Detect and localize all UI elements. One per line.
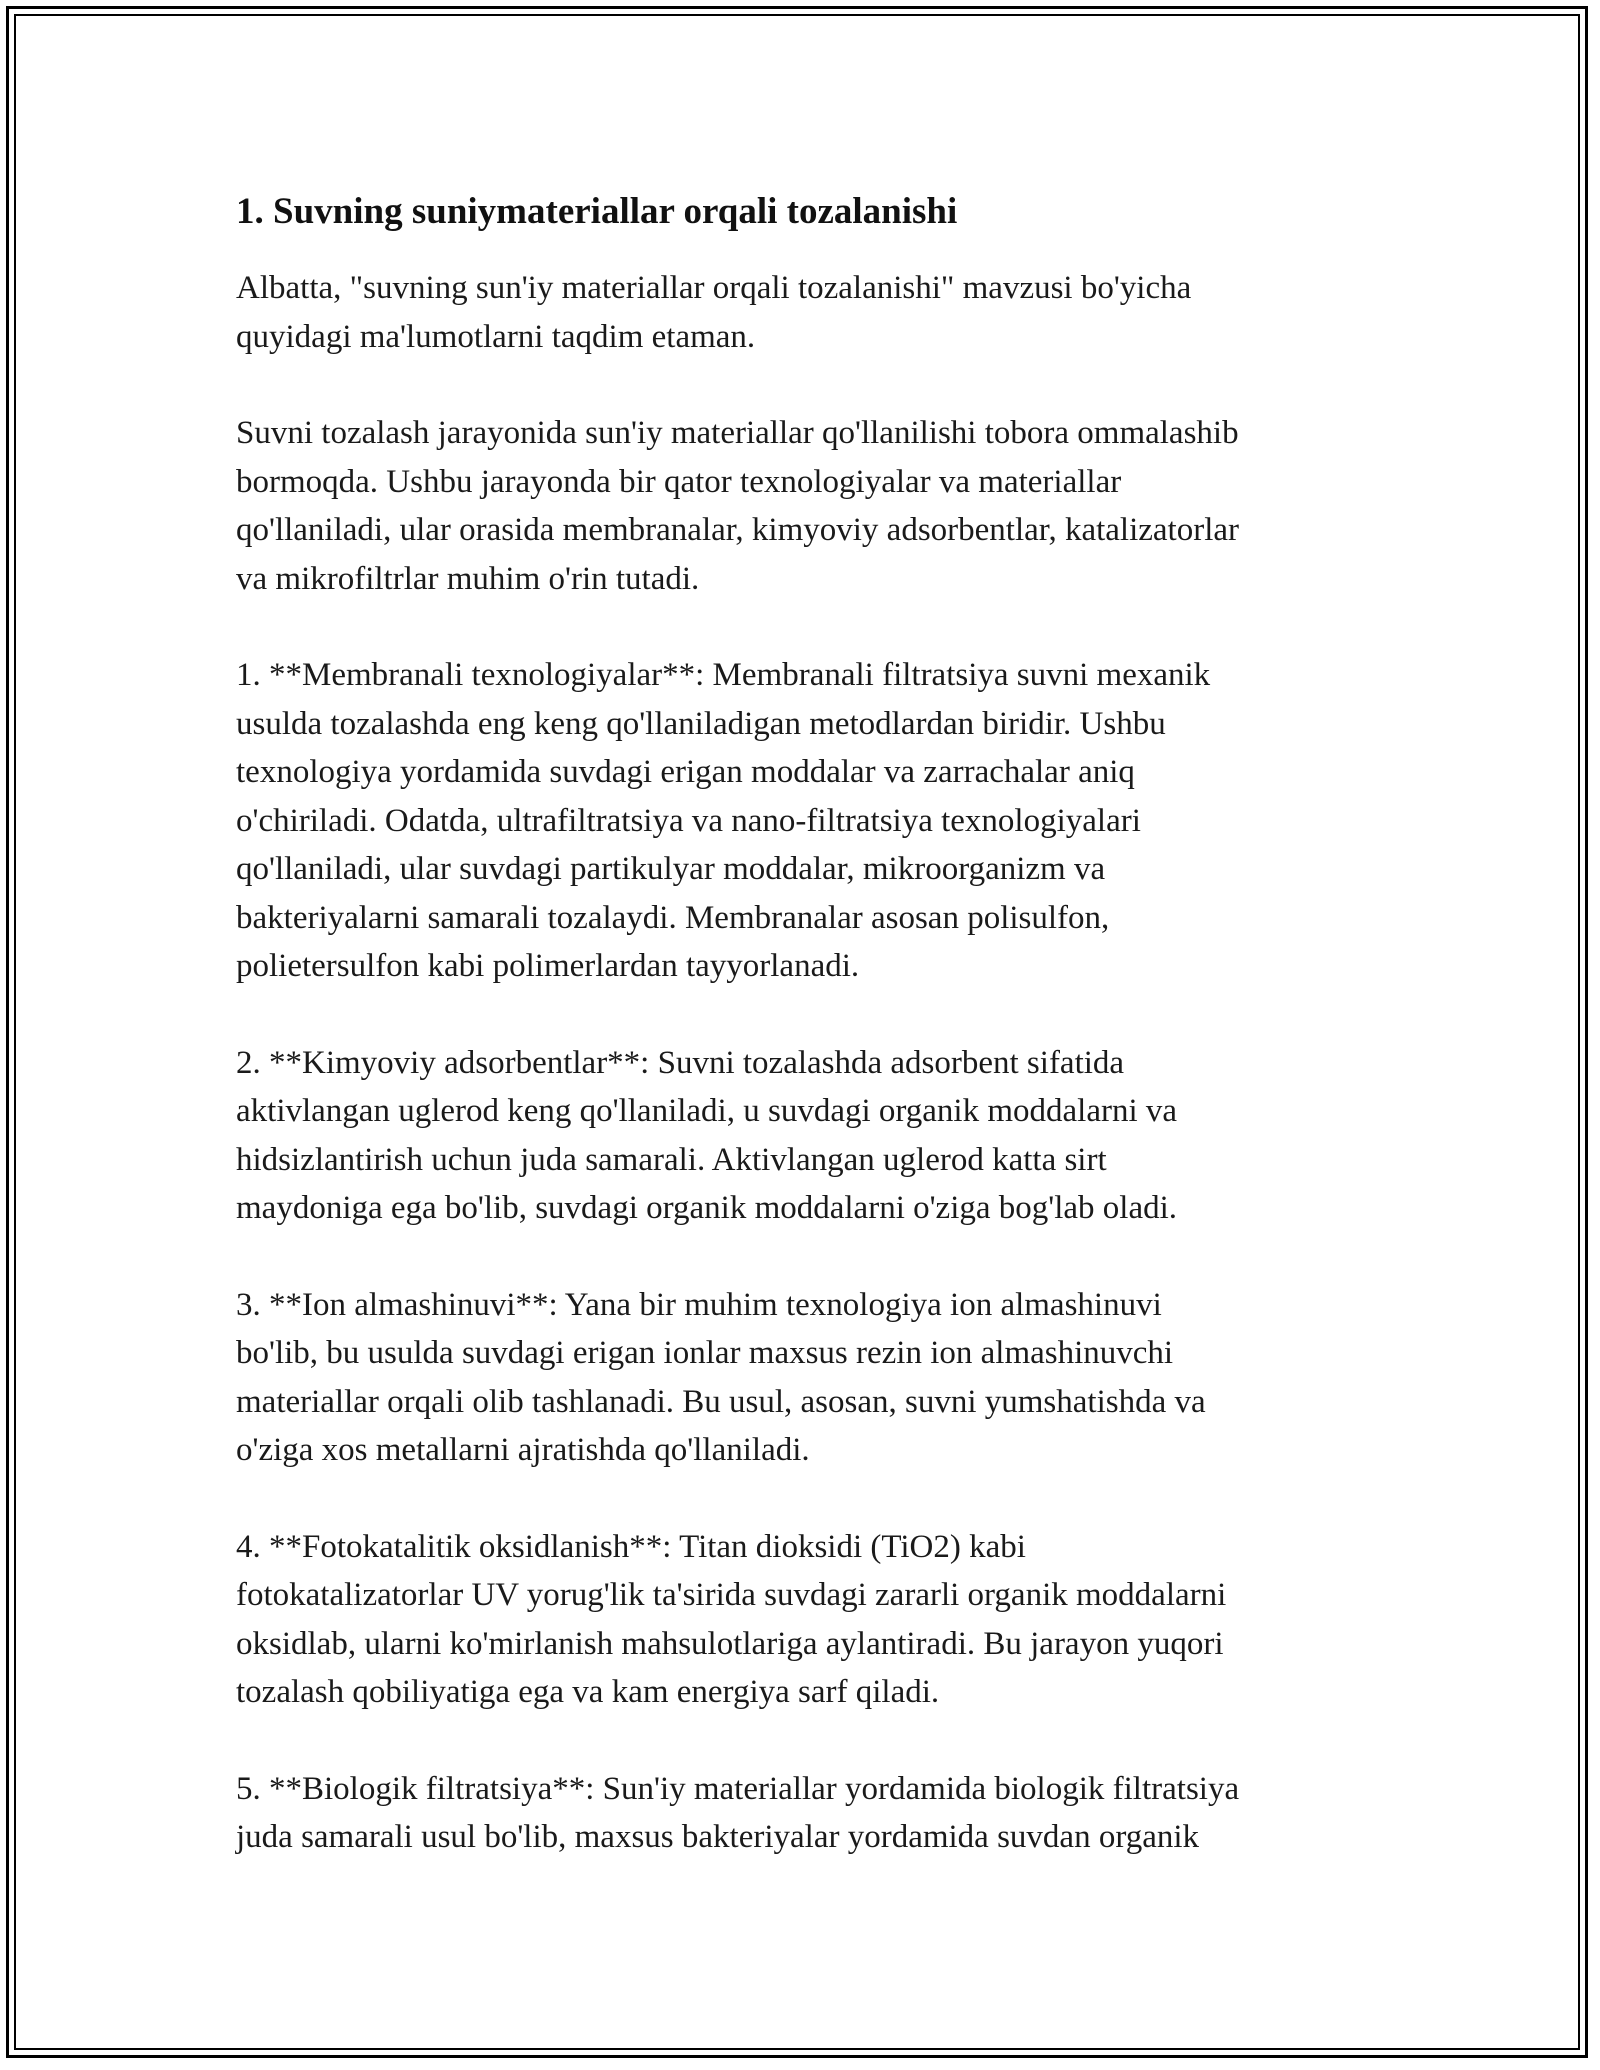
document-page — [236, 190, 1356, 1910]
chemical-adsorbents-paragraph: 2. **Kimyoviy adsorbentlar**: Suvni tozalashda adsorbent sifatida aktivlangan uglerod keng qo'llaniladi, u suvdagi organik moddalarni va hidsizlantirish uchun juda samarali. Aktivlangan uglerod katta sirt maydoniga ega bo'lib, suvdagi organik moddalarni o'ziga bog'lab oladi. — [236, 1044, 1178, 1227]
membrane-technologies-paragraph: 1. **Membranali texnologiyalar**: Membranali filtratsiya suvni mexanik usulda tozalashda eng keng qo'llaniladigan metodlardan biridir. Ushbu texnologiya yordamida suvdagi erigan moddalar va zarrachalar aniq o'chiriladi. Odatda, ultrafiltratsiya va nano-filtratsiya texnologiyalari qo'llaniladi, ular suvdagi partikulyar moddalar, mikroorganizm va bakteriyalarni samarali tozalaydi. Membranalar asosan polisulfon, polietersulfon kabi polimerlardan tayyorlanadi. — [236, 657, 1211, 985]
overview-paragraph: Suvni tozalash jarayonida sun'iy materiallar qo'llanilishi tobora ommalashib bormoqda. Ushbu jarayonda bir qator texnologiyalar va materiallar qo'llaniladi, ular orasida membranalar, kimyoviy adsorbentlar, katalizatorlar va mikrofiltrlar muhim o'rin tutadi. — [236, 415, 1240, 597]
ion-exchange-paragraph: 3. **Ion almashinuvi**: Yana bir muhim texnologiya ion almashinuvi bo'lib, bu usulda suvdagi erigan ionlar maxsus rezin ion almashinuvchi materiallar orqali olib tashlanadi. Bu usul, asosan, suvni yumshatishda va o'ziga xos metallarni ajratishda qo'llaniladi. — [236, 1286, 1206, 1469]
document-title: 1. Suvning suniymateriallar orqali tozalanishi — [236, 191, 958, 232]
photocatalytic-oxidation-paragraph: 4. **Fotokatalitik oksidlanish**: Titan dioksidi (TiO2) kabi fotokatalizatorlar UV yorug'lik ta'sirida suvdagi zararli organik moddalarni oksidlab, ularni ko'mirlanish mahsulotlariga aylantiradi. Bu jarayon yuqori tozalash qobiliyatiga ega va kam energiya sarf qiladi. — [236, 1528, 1227, 1711]
biological-filtration-paragraph: 5. **Biologik filtratsiya**: Sun'iy materiallar yordamida biologik filtratsiya juda samarali usul bo'lib, maxsus bakteriyalar yordamida suvdan organik — [236, 1770, 1240, 1856]
intro-paragraph: Albatta, "suvning sun'iy materiallar orqali tozalanishi" mavzusi bo'yicha quyidagi ma'lumotlarni taqdim etaman. — [236, 270, 1192, 355]
